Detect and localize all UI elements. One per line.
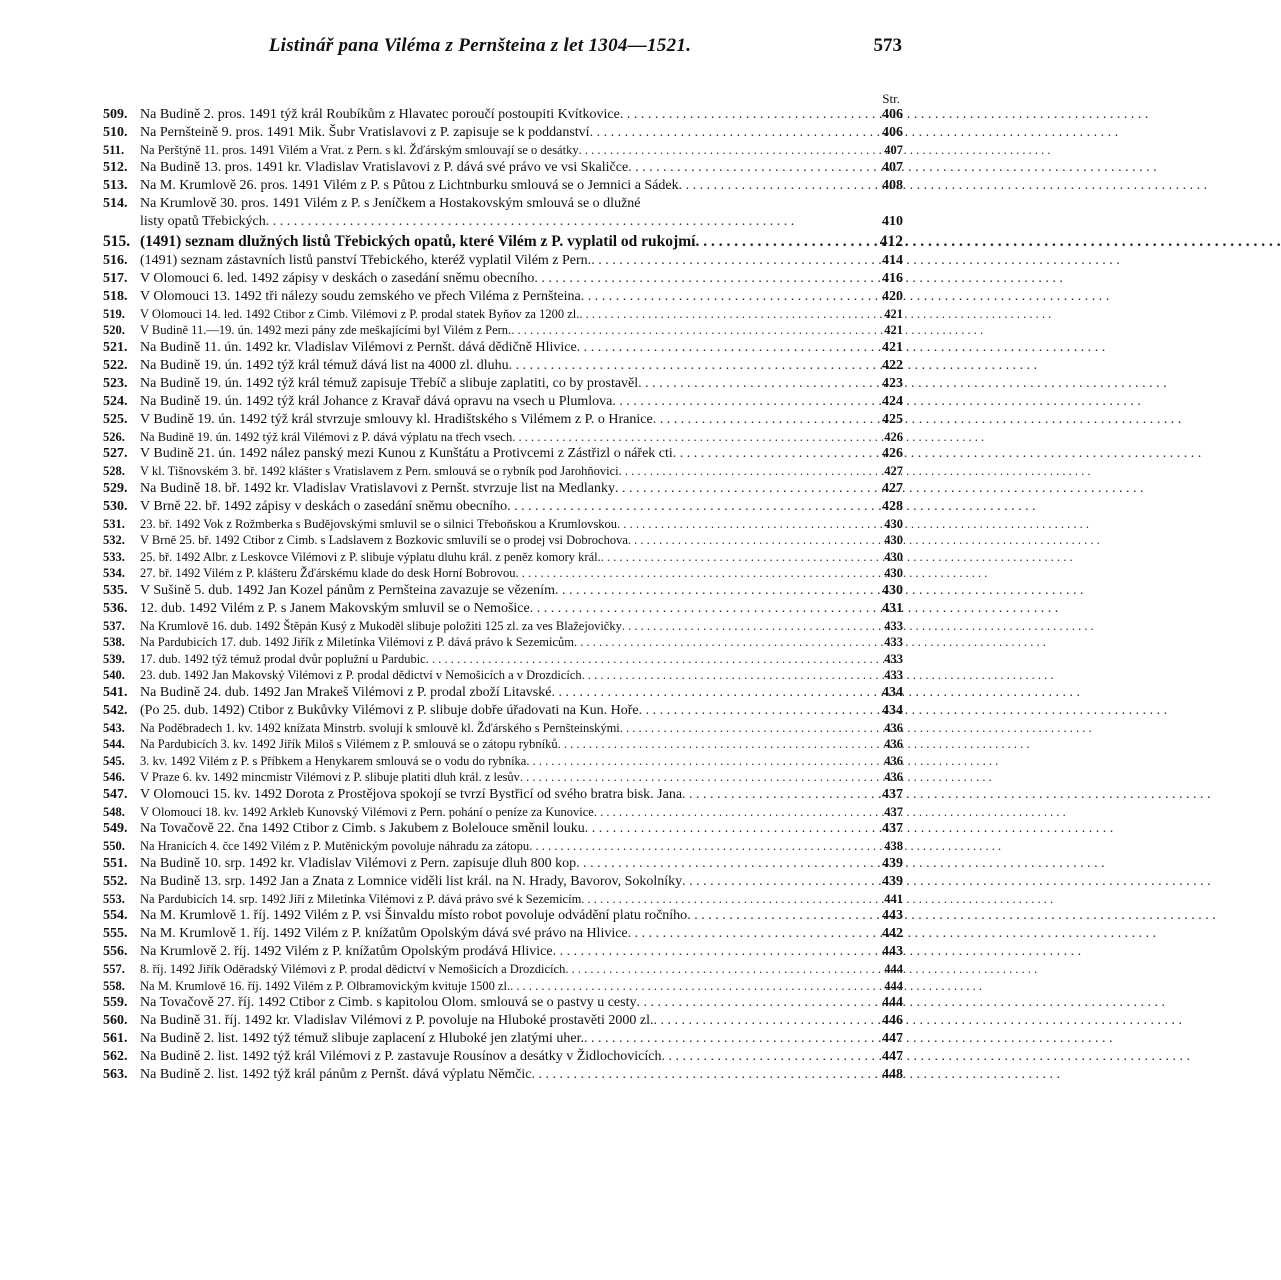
entry-page: 433 bbox=[884, 651, 903, 666]
list-item bbox=[103, 873, 903, 891]
entry-page: 416 bbox=[882, 270, 903, 286]
entry-page: 444 bbox=[884, 978, 903, 993]
entry-number: 540. bbox=[103, 668, 125, 682]
entry-text: V Olomouci 14. led. 1492 Ctibor z Cimb. Vilémovi z P. prodal statek Byňov za 1200 zl. bbox=[140, 306, 580, 321]
entry-text-continued: listy opatů Třebických bbox=[140, 213, 266, 229]
entry-page: 426 bbox=[882, 446, 903, 461]
entry-text: V Budině 21. ún. 1492 nález panský mezi Kunou z Kunštátu a Protivcemi z Zástřizl o nářek cti bbox=[140, 446, 673, 461]
entry-text: 8. říj. 1492 Jiřík Oděradský Vilémovi z P. prodal dědictví v Nemošicích a Drozdicích bbox=[140, 962, 566, 976]
entry-page: 434 bbox=[882, 684, 903, 700]
entry-number: 536. bbox=[103, 600, 128, 616]
entry-text: V Olomouci 6. led. 1492 zápisy v deskách o zasedání sněmu obecního bbox=[140, 270, 535, 286]
list-item bbox=[103, 618, 903, 635]
entry-number: 545. bbox=[103, 753, 125, 768]
leader-dots bbox=[628, 159, 878, 177]
list-item bbox=[103, 667, 903, 684]
entry-number: 518. bbox=[103, 288, 128, 304]
entry-number: 531. bbox=[103, 516, 125, 531]
leader-dots bbox=[615, 480, 878, 498]
entry-number: 546. bbox=[103, 770, 125, 784]
leader-dots bbox=[628, 925, 878, 943]
list-item bbox=[103, 820, 903, 838]
entry-text: V Olomouci 15. kv. 1492 Dorota z Prostějova spokojí se tvrzí Bystřicí od svého bratra bisk. Jana bbox=[140, 786, 683, 802]
entry-page: 438 bbox=[884, 839, 903, 853]
entry-page: 421 bbox=[884, 306, 903, 321]
entry-number: 516. bbox=[103, 252, 128, 268]
entry-page: 408 bbox=[882, 177, 903, 193]
list-item bbox=[103, 600, 903, 618]
list-item bbox=[103, 411, 903, 429]
entry-number: 526. bbox=[103, 429, 125, 444]
entry-text: 23. dub. 1492 Jan Makovský Vilémovi z P. prodal dědictví v Nemošicích a v Drozdicích bbox=[140, 668, 582, 682]
list-item bbox=[103, 961, 903, 978]
leader-dots bbox=[551, 684, 878, 702]
entry-page: 424 bbox=[882, 393, 903, 409]
leader-dots bbox=[555, 582, 878, 600]
leader-dots bbox=[526, 753, 880, 770]
entry-text: Na Tovačově 27. říj. 1492 Ctibor z Cimb. s kapitolou Olom. smlouvá se o pastvy u cesty bbox=[140, 995, 637, 1010]
entry-text: V Olomouci 18. kv. 1492 Arkleb Kunovský Vilémovi z Pern. pohání o peníze za Kunovice bbox=[140, 804, 594, 819]
entry-page: 443 bbox=[882, 908, 903, 923]
leader-dots bbox=[579, 306, 880, 323]
entry-text: Na Pardubicích 14. srp. 1492 Jiří z Miletínka Vilémovi z P. dává právo své k Sezemicím bbox=[140, 891, 582, 906]
entry-page: 436 bbox=[884, 737, 903, 751]
leader-dots bbox=[601, 549, 881, 566]
leader-dots bbox=[534, 270, 878, 288]
list-item bbox=[103, 943, 903, 961]
leader-dots bbox=[266, 213, 878, 231]
entry-number: 520. bbox=[103, 323, 125, 337]
entry-number: 509. bbox=[103, 107, 128, 122]
entry-page: 421 bbox=[882, 339, 903, 355]
entry-page: 434 bbox=[882, 702, 903, 718]
entry-text: V kl. Tišnovském 3. bř. 1492 klášter s Vratislavem z Pern. smlouvá se o rybník pod Jarohňovici bbox=[140, 464, 619, 478]
entry-number: 521. bbox=[103, 339, 128, 355]
entry-number: 541. bbox=[103, 684, 128, 700]
page-header bbox=[0, 35, 960, 65]
entry-page: 437 bbox=[882, 821, 903, 836]
entry-page: 420 bbox=[882, 288, 903, 304]
entry-text: 12. dub. 1492 Vilém z P. s Janem Makovským smluvil se o Nemošice bbox=[140, 600, 530, 616]
entry-text: Na Budině 18. bř. 1492 kr. Vladislav Vratislavovi z Pernšt. stvrzuje list na Medlanky bbox=[140, 480, 615, 496]
list-item bbox=[103, 1030, 903, 1048]
list-item bbox=[103, 252, 903, 270]
entry-number: 514. bbox=[103, 195, 128, 211]
list-item bbox=[103, 142, 903, 159]
entry-text: Na Perštýně 11. pros. 1491 Vilém a Vrat. z Pern. s kl. Žďárským smlouvají se o desátky bbox=[140, 143, 579, 157]
list-item bbox=[103, 532, 903, 549]
leader-dots bbox=[565, 961, 880, 978]
leader-dots bbox=[628, 532, 880, 549]
entry-page: 446 bbox=[882, 1013, 903, 1028]
entry-number: 539. bbox=[103, 651, 125, 666]
entry-number: 551. bbox=[103, 855, 128, 871]
leader-dots bbox=[619, 463, 881, 480]
entry-text: Na Budině 2. pros. 1491 týž král Roubíkům z Hlavatec poroučí postoupiti Kvítkovice bbox=[140, 107, 620, 122]
entry-page: 448 bbox=[882, 1067, 903, 1082]
list-item bbox=[103, 357, 903, 375]
leader-dots bbox=[553, 943, 878, 961]
entry-text: Na Budině 2. list. 1492 týž témuž slibuje zaplacení z Hluboké jen zlatými uher. bbox=[140, 1031, 584, 1046]
entry-number: 528. bbox=[103, 464, 125, 478]
leader-dots bbox=[512, 429, 880, 446]
entry-text: 3. kv. 1492 Vilém z P. s Příbkem a Henykarem smlouvá se o vodu do rybníka bbox=[140, 753, 527, 768]
entry-text: Na M. Krumlově 26. pros. 1491 Vilém z P. s Půtou z Lichtnburku smlouvá se o Jemnici a Sádek bbox=[140, 177, 679, 193]
entry-page: 426 bbox=[884, 429, 903, 444]
entry-page: 436 bbox=[884, 753, 903, 768]
entry-number: 554. bbox=[103, 908, 128, 923]
entry-number: 522. bbox=[103, 357, 128, 373]
entry-number: 517. bbox=[103, 270, 128, 286]
list-item bbox=[103, 322, 903, 339]
leader-dots bbox=[511, 322, 880, 339]
entry-number: 544. bbox=[103, 737, 125, 751]
entry-number: 549. bbox=[103, 821, 128, 836]
list-item bbox=[103, 498, 903, 516]
leader-dots bbox=[520, 769, 880, 786]
entry-number: 513. bbox=[103, 177, 128, 193]
leader-dots bbox=[639, 702, 878, 720]
leader-dots bbox=[590, 124, 878, 142]
leader-dots bbox=[510, 978, 880, 995]
leader-dots bbox=[620, 106, 878, 124]
list-item bbox=[103, 375, 903, 393]
leader-dots bbox=[620, 720, 880, 737]
entry-text: Na Budině 24. dub. 1492 Jan Mrakeš Vilémovi z P. prodal zboží Litavské bbox=[140, 684, 552, 700]
list-item bbox=[103, 565, 903, 582]
entry-page: 433 bbox=[884, 635, 903, 649]
list-item bbox=[103, 445, 903, 463]
list-item bbox=[103, 480, 903, 498]
page-column-label: Str. bbox=[882, 91, 900, 106]
table-of-contents-list bbox=[103, 106, 903, 1084]
list-item bbox=[103, 195, 903, 231]
entry-text: Na Budině 31. říj. 1492 kr. Vladislav Vilémovi z P. povoluje na Hluboké prostavěti 2000 zl. bbox=[140, 1013, 654, 1028]
list-item bbox=[103, 270, 903, 288]
entry-number: 537. bbox=[103, 618, 125, 633]
entry-page: 442 bbox=[882, 926, 903, 941]
entry-text: V Brně 25. bř. 1492 Ctibor z Cimb. s Ladslavem z Bozkovic smluvili se o prodej vsi Dobrochova bbox=[140, 533, 628, 547]
entry-number: 547. bbox=[103, 786, 128, 802]
leader-dots bbox=[612, 393, 878, 411]
list-item bbox=[103, 720, 903, 737]
entry-text: 27. bř. 1492 Vilém z P. klášteru Žďárskému klade do desk Horní Bobrovou bbox=[140, 566, 516, 580]
list-item bbox=[103, 1048, 903, 1066]
list-item bbox=[103, 159, 903, 177]
leader-dots bbox=[584, 1030, 878, 1048]
leader-dots bbox=[532, 1066, 878, 1084]
entry-text: V Sušině 5. dub. 1492 Jan Kozel pánům z Pernšteina zavazuje se vězením bbox=[140, 582, 555, 598]
entry-text: Na Budině 13. pros. 1491 kr. Vladislav Vratislavovi z P. dává své právo ve vsi Skaličce bbox=[140, 159, 629, 175]
list-item bbox=[103, 124, 903, 142]
entry-page: 406 bbox=[882, 125, 903, 140]
list-item bbox=[103, 651, 903, 668]
entry-text: Na Krumlově 16. dub. 1492 Štěpán Kusý z Mukoděl slibuje položiti 125 zl. za ves Blažejovičky bbox=[140, 618, 622, 633]
entry-page: 407 bbox=[884, 143, 903, 157]
leader-dots bbox=[579, 142, 881, 159]
entry-number: 525. bbox=[103, 411, 128, 427]
entry-number: 542. bbox=[103, 702, 128, 718]
leader-dots bbox=[617, 516, 880, 533]
entry-page: 436 bbox=[884, 720, 903, 735]
entry-page: 430 bbox=[884, 566, 903, 580]
leader-dots bbox=[582, 667, 881, 684]
entry-text: Na Budině 19. ún. 1492 týž král témuž dává list na 4000 zl. dluhu bbox=[140, 357, 509, 373]
leader-dots bbox=[653, 411, 878, 429]
list-item bbox=[103, 393, 903, 411]
list-item bbox=[103, 769, 903, 786]
entry-page: 421 bbox=[884, 323, 903, 337]
entry-page: 447 bbox=[882, 1031, 903, 1046]
entry-text: Na Budině 2. list. 1492 týž král Vilémovi z P. zastavuje Rousínov a desátky v Židlochovicích bbox=[140, 1049, 662, 1064]
entry-number: 512. bbox=[103, 159, 128, 175]
entry-text: Na Pardubicích 3. kv. 1492 Jiřík Miloš s Vilémem z P. smlouvá se o zátopu rybníků bbox=[140, 737, 558, 751]
entry-page: 444 bbox=[884, 962, 903, 976]
leader-dots bbox=[581, 288, 878, 306]
entry-text: Na Krumlově 30. pros. 1491 Vilém z P. s Jeníčkem a Hostakovským smlouvá se o dlužné bbox=[140, 195, 641, 211]
leader-dots bbox=[530, 600, 878, 618]
leader-dots bbox=[529, 838, 880, 855]
entry-page: 439 bbox=[882, 855, 903, 871]
entry-page: 410 bbox=[882, 213, 903, 229]
entry-page: 430 bbox=[884, 516, 903, 531]
leader-dots bbox=[594, 804, 880, 821]
leader-dots bbox=[515, 565, 880, 582]
leader-dots bbox=[585, 820, 878, 838]
entry-text: (Po 25. dub. 1492) Ctibor z Bukůvky Vilémovi z P. slibuje dobře úřadovati na Kun. Hoře bbox=[140, 702, 639, 718]
list-item bbox=[103, 684, 903, 702]
entry-page: 406 bbox=[882, 107, 903, 122]
entry-number: 533. bbox=[103, 549, 125, 564]
entry-text: Na Budině 19. ún. 1492 týž král témuž zapisuje Třebíč a slibuje zaplatiti, co by prostavěl bbox=[140, 375, 639, 391]
entry-text: Na Pardubicích 17. dub. 1492 Jiřík z Miletínka Vilémovi z P. dává právo k Sezemicům bbox=[140, 635, 575, 649]
leader-dots bbox=[426, 651, 881, 668]
list-item bbox=[103, 463, 903, 480]
entry-text: Na M. Krumlově 1. říj. 1492 Vilém z P. vsi Šinvaldu místo robot povoluje odvádění platu ročního bbox=[140, 908, 688, 923]
list-item bbox=[103, 925, 903, 943]
entry-number: 515. bbox=[103, 232, 131, 250]
entry-page: 433 bbox=[884, 668, 903, 682]
list-item bbox=[103, 994, 903, 1012]
leader-dots bbox=[638, 375, 878, 393]
list-item bbox=[103, 978, 903, 995]
entry-page: 422 bbox=[882, 357, 903, 373]
entry-number: 560. bbox=[103, 1013, 128, 1028]
entry-page: 412 bbox=[879, 232, 903, 250]
entry-number: 535. bbox=[103, 582, 128, 598]
list-item bbox=[103, 855, 903, 873]
entry-text: V Brně 22. bř. 1492 zápisy v deskách o zasedání sněmu obecního bbox=[140, 498, 508, 514]
list-item bbox=[103, 231, 903, 252]
entry-number: 543. bbox=[103, 720, 125, 735]
entry-page: 441 bbox=[884, 891, 903, 906]
entry-number: 559. bbox=[103, 995, 128, 1010]
leader-dots bbox=[509, 357, 878, 375]
entry-number: 538. bbox=[103, 635, 125, 649]
leader-dots bbox=[558, 736, 881, 753]
list-item bbox=[103, 429, 903, 446]
entry-number: 552. bbox=[103, 873, 128, 889]
leader-dots bbox=[591, 252, 878, 270]
entry-text: (1491) seznam dlužných listů Třebických opatů, které Vilém z P. vyplatil od rukojmí bbox=[140, 232, 696, 250]
entry-text: Na Budině 11. ún. 1492 kr. Vladislav Vilémovi z Pernšt. dává dědičně Hlivice bbox=[140, 339, 577, 355]
entry-page: 423 bbox=[882, 375, 903, 391]
list-item bbox=[103, 582, 903, 600]
entry-number: 553. bbox=[103, 891, 125, 906]
entry-number: 530. bbox=[103, 498, 128, 514]
page-number: 573 bbox=[873, 35, 902, 56]
entry-number: 561. bbox=[103, 1031, 128, 1046]
leader-dots bbox=[673, 445, 878, 463]
list-item bbox=[103, 516, 903, 533]
entry-page: 433 bbox=[884, 618, 903, 633]
entry-number: 510. bbox=[103, 125, 128, 140]
entry-page: 437 bbox=[882, 786, 903, 802]
list-item bbox=[103, 1012, 903, 1030]
entry-page: 430 bbox=[884, 549, 903, 564]
entry-text: Na Budině 10. srp. 1492 kr. Vladislav Vilémovi z Pern. zapisuje dluh 800 kop bbox=[140, 855, 577, 871]
entry-text: 23. bř. 1492 Vok z Rožmberka s Budějovskými smluvil se o silnici Třeboňskou a Krumlovskou bbox=[140, 516, 618, 531]
entry-page: 439 bbox=[882, 873, 903, 889]
entry-page: 437 bbox=[884, 804, 903, 819]
entry-page: 407 bbox=[882, 159, 903, 175]
entry-text: Na Budině 2. list. 1492 týž král pánům z Pernšt. dává výplatu Němčic bbox=[140, 1067, 532, 1082]
leader-dots bbox=[577, 339, 878, 357]
leader-dots bbox=[695, 231, 875, 252]
entry-number: 524. bbox=[103, 393, 128, 409]
leader-dots bbox=[581, 891, 880, 908]
leader-dots bbox=[661, 1048, 878, 1066]
list-item bbox=[103, 838, 903, 855]
entry-page: 414 bbox=[882, 252, 903, 268]
entry-text: Na M. Krumlově 16. říj. 1492 Vilém z P. Olbramovickým kvituje 1500 zl. bbox=[140, 978, 511, 993]
list-item bbox=[103, 891, 903, 908]
entry-text: Na M. Krumlově 1. říj. 1492 Vilém z P. knížatům Opolským dává své právo na Hlivice bbox=[140, 926, 628, 941]
leader-dots bbox=[687, 907, 878, 925]
entry-text: Na Krumlově 2. říj. 1492 Vilém z P. knížatům Opolským prodává Hlivice bbox=[140, 944, 553, 959]
entry-page: 436 bbox=[884, 770, 903, 784]
entry-text: V Olomouci 13. 1492 tři nálezy soudu zemského ve přech Viléma z Pernšteina bbox=[140, 288, 581, 304]
entry-number: 562. bbox=[103, 1049, 128, 1064]
entry-text: 17. dub. 1492 týž témuž prodal dvůr poplužní u Pardubic bbox=[140, 651, 426, 666]
entry-text: V Budině 11.—19. ún. 1492 mezi pány zde meškajícími byl Vilém z Pern. bbox=[140, 323, 512, 337]
list-item bbox=[103, 804, 903, 821]
leader-dots bbox=[576, 855, 878, 873]
entry-text: Na Poděbradech 1. kv. 1492 knížata Minstrb. svolují k smlouvě kl. Žďárského s Pernšteinskými bbox=[140, 720, 620, 735]
entry-text: Na Pernšteině 9. pros. 1491 Mik. Šubr Vratislavovi z P. zapisuje se k poddanství bbox=[140, 125, 590, 140]
leader-dots bbox=[682, 786, 878, 804]
list-item bbox=[103, 736, 903, 753]
leader-dots bbox=[574, 634, 880, 651]
leader-dots bbox=[622, 618, 880, 635]
entry-number: 534. bbox=[103, 566, 125, 580]
list-item bbox=[103, 634, 903, 651]
entry-page: 444 bbox=[882, 995, 903, 1010]
entry-number: 529. bbox=[103, 480, 128, 496]
leader-dots bbox=[636, 994, 878, 1012]
list-item bbox=[103, 702, 903, 720]
leader-dots bbox=[507, 498, 878, 516]
entry-page: 427 bbox=[884, 464, 903, 478]
entry-number: 555. bbox=[103, 926, 128, 941]
list-item bbox=[103, 306, 903, 323]
entry-page: 431 bbox=[882, 600, 903, 616]
entry-number: 558. bbox=[103, 978, 125, 993]
list-item bbox=[103, 907, 903, 925]
entry-text: Na Budině 13. srp. 1492 Jan a Znata z Lomnice viděli list král. na N. Hrady, Bavorov, Sokolníky bbox=[140, 873, 683, 889]
entry-text: Na Tovačově 22. čna 1492 Ctibor z Cimb. s Jakubem z Bolelouce směnil louku bbox=[140, 821, 585, 836]
entry-number: 523. bbox=[103, 375, 128, 391]
list-item bbox=[103, 177, 903, 195]
running-title: Listinář pana Viléma z Pernšteina z let 1304—1521. bbox=[268, 35, 692, 56]
list-item bbox=[103, 786, 903, 804]
entry-page: 443 bbox=[882, 944, 903, 959]
entry-number: 550. bbox=[103, 839, 125, 853]
entry-number: 527. bbox=[103, 446, 128, 461]
entry-page: 428 bbox=[882, 498, 903, 514]
list-item bbox=[103, 288, 903, 306]
list-item bbox=[103, 753, 903, 770]
entry-number: 556. bbox=[103, 944, 128, 959]
entry-number: 563. bbox=[103, 1067, 128, 1082]
list-item bbox=[103, 1066, 903, 1084]
entry-number: 557. bbox=[103, 962, 125, 976]
entry-text: Na Budině 19. ún. 1492 týž král Vilémovi z P. dává výplatu na třech vsech bbox=[140, 429, 513, 444]
leader-dots bbox=[682, 873, 878, 891]
list-item bbox=[103, 339, 903, 357]
entry-text: Na Budině 19. ún. 1492 týž král Johance z Kravař dává opravu na vsech u Plumlova bbox=[140, 393, 613, 409]
entry-text: V Budině 19. ún. 1492 týž král stvrzuje smlouvy kl. Hradištského s Vilémem z P. o Hranice bbox=[140, 411, 653, 427]
entry-page: 427 bbox=[882, 480, 903, 496]
entry-text: 25. bř. 1492 Albr. z Leskovce Vilémovi z P. slibuje výplatu dluhu král. z peněz komory král. bbox=[140, 549, 601, 564]
entry-number: 548. bbox=[103, 804, 125, 819]
entry-text: V Praze 6. kv. 1492 mincmistr Vilémovi z P. slibuje platiti dluh král. z lesův bbox=[140, 770, 520, 784]
leader-dots bbox=[679, 177, 878, 195]
entry-text: Na Hranicích 4. čce 1492 Vilém z P. Mutěnickým povoluje náhradu za zátopu bbox=[140, 839, 530, 853]
entry-page: 447 bbox=[882, 1049, 903, 1064]
entry-page: 430 bbox=[884, 533, 903, 547]
entry-text: (1491) seznam zástavních listů panství Třebického, kteréž vyplatil Vilém z Pern. bbox=[140, 252, 592, 268]
list-item bbox=[103, 106, 903, 124]
entry-page: 425 bbox=[882, 411, 903, 427]
list-item bbox=[103, 549, 903, 566]
entry-number: 519. bbox=[103, 306, 125, 321]
leader-dots bbox=[653, 1012, 878, 1030]
entry-page: 430 bbox=[882, 582, 903, 598]
entry-number: 511. bbox=[103, 143, 125, 157]
entry-number: 532. bbox=[103, 533, 125, 547]
